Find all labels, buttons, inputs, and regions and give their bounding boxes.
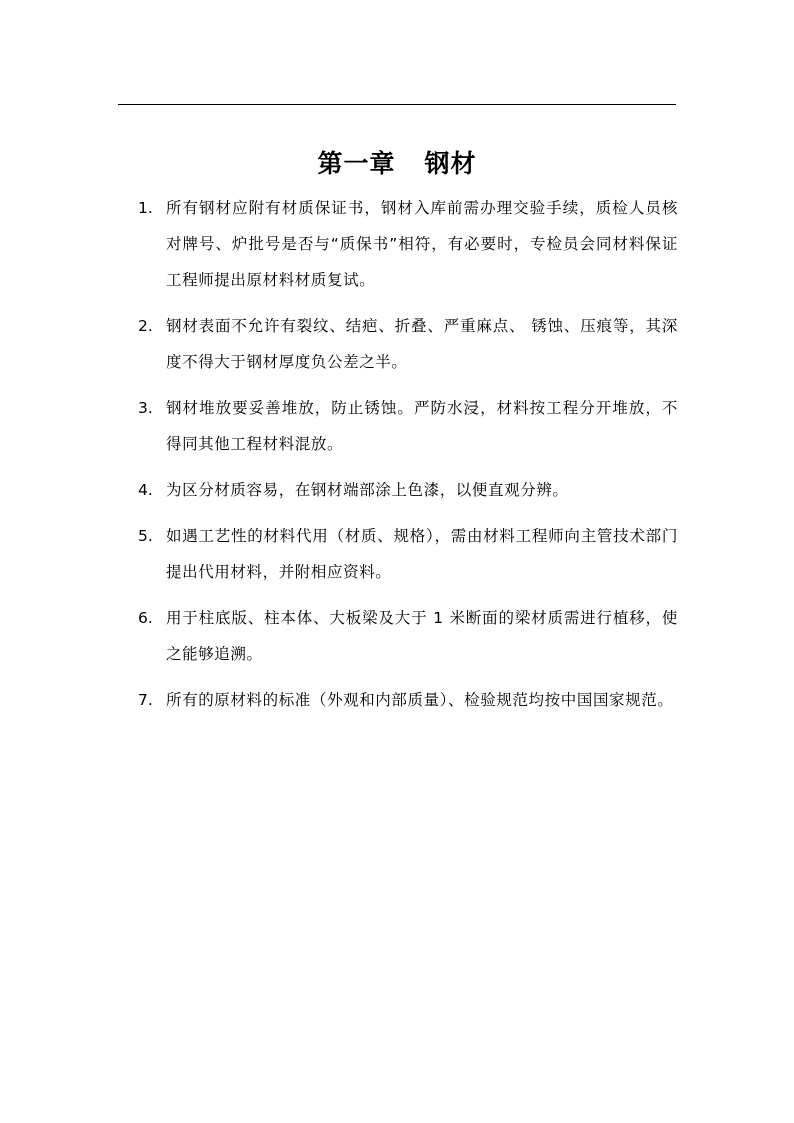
- item-number: 5.: [138, 527, 153, 545]
- item-number: 1.: [138, 199, 153, 217]
- item-text: 所有的原材料的标准（外观和内部质量）、检验规范均按中国国家规范。: [166, 691, 674, 709]
- item-text: 所有钢材应附有材质保证书，钢材入库前需办理交验手续，质检人员核对牌号、炉批号是否与“质保书”相符，有必要时，专检员会同材料保证工程师提出原材料材质复试。: [166, 199, 678, 289]
- item-number: 3.: [138, 399, 153, 417]
- item-number: 7.: [138, 691, 153, 709]
- item-text: 用于柱底版、柱本体、大板梁及大于 1 米断面的梁材质需进行植移，使之能够追溯。: [166, 609, 678, 663]
- item-text: 钢材表面不允许有裂纹、结疤、折叠、严重麻点、 锈蚀、压痕等，其深度不得大于钢材厚度负公差之半。: [166, 317, 678, 371]
- item-number: 6.: [138, 609, 153, 627]
- item-number: 4.: [138, 481, 153, 499]
- chapter-title: 第一章 钢材: [317, 149, 477, 178]
- list-item: [138, 518, 678, 590]
- list-item: [138, 682, 678, 718]
- list-item: [138, 308, 678, 380]
- list-item: [138, 472, 678, 508]
- list-item: [138, 190, 678, 298]
- item-number: 2.: [138, 317, 153, 335]
- item-text: 钢材堆放要妥善堆放，防止锈蚀。严防水浸，材料按工程分开堆放，不得同其他工程材料混放。: [166, 399, 678, 453]
- list-item: [138, 390, 678, 462]
- header-rule: [118, 104, 676, 105]
- requirements-list: [138, 190, 678, 728]
- item-text: 为区分材质容易，在钢材端部涂上色漆，以便直观分辨。: [166, 481, 569, 499]
- list-item: [138, 600, 678, 672]
- item-text: 如遇工艺性的材料代用（材质、规格），需由材料工程师向主管技术部门提出代用材料，并附相应资料。: [166, 527, 678, 581]
